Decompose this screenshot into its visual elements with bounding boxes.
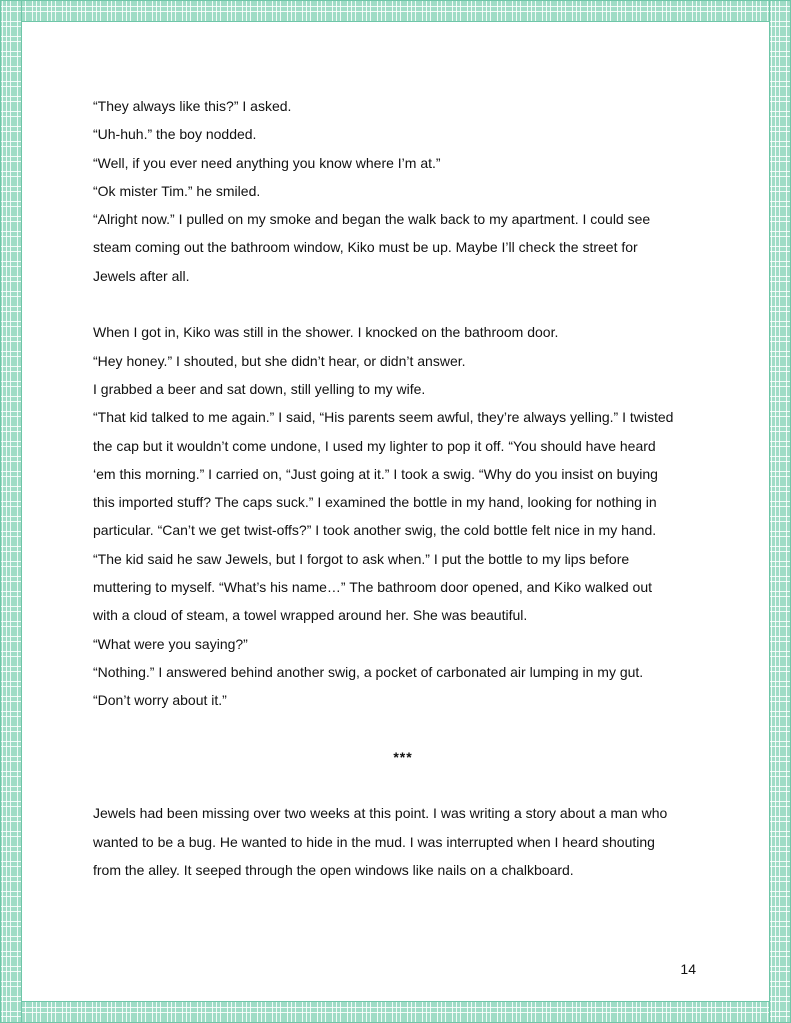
paragraph-gap [93, 715, 713, 743]
text-line: “Ok mister Tim.” he smiled. [93, 182, 261, 199]
text-line: “Uh-huh.” the boy nodded. [93, 126, 257, 143]
text-line: “Well, if you ever need anything you know where I’m at.” [93, 154, 441, 171]
text-line: When I got in, Kiko was still in the shower. I knocked on the bathroom door. [93, 324, 559, 341]
text-line: particular. “Can’t we get twist-offs?” I took another swig, the cold bottle felt nice in my hand. [93, 522, 657, 539]
text-line: “The kid said he saw Jewels, but I forgot to ask when.” I put the bottle to my lips before [93, 550, 630, 567]
text-line: “What were you saying?” [93, 635, 248, 652]
text-line: steam coming out the bathroom window, Kiko must be up. Maybe I’ll check the street for [93, 239, 638, 256]
section-separator: *** [393, 748, 413, 765]
text-line: “They always like this?” I asked. [93, 98, 292, 114]
paragraph-gap [93, 290, 713, 318]
page-body [93, 92, 713, 884]
text-line: “Hey honey.” I shouted, but she didn’t hear, or didn’t answer. [93, 352, 466, 369]
decorative-border-left [0, 0, 22, 1023]
paragraph-block-2 [93, 318, 713, 714]
decorative-border-top [0, 0, 791, 22]
text-line: Jewels after all. [93, 267, 190, 284]
text-line: this imported stuff? The caps suck.” I examined the bottle in my hand, looking for nothing in [93, 494, 657, 511]
paragraph-block-3 [93, 799, 713, 884]
text-line: with a cloud of steam, a towel wrapped around her. She was beautiful. [93, 607, 528, 624]
text-line: Jewels had been missing over two weeks at this point. I was writing a story about a man who [93, 805, 668, 822]
text-line: from the alley. It seeped through the open windows like nails on a chalkboard. [93, 862, 574, 879]
decorative-border-right [769, 0, 791, 1023]
text-line: muttering to myself. “What’s his name…” The bathroom door opened, and Kiko walked out [93, 579, 652, 596]
text-line: “Nothing.” I answered behind another swig, a pocket of carbonated air lumping in my gut. [93, 663, 644, 680]
text-line: “That kid talked to me again.” I said, “His parents seem awful, they’re always yelling.” I twisted [93, 409, 674, 426]
paragraph-gap [93, 771, 713, 799]
text-line: wanted to be a bug. He wanted to hide in the mud. I was interrupted when I heard shouting [93, 833, 655, 850]
decorative-border-bottom [0, 1001, 791, 1023]
text-line: ‘em this morning.” I carried on, “Just going at it.” I took a swig. “Why do you insist on buying [93, 465, 658, 482]
text-line: the cap but it wouldn’t come undone, I used my lighter to pop it off. “You should have heard [93, 437, 656, 454]
text-line: I grabbed a beer and sat down, still yelling to my wife. [93, 380, 426, 397]
text-line: “Don’t worry about it.” [93, 692, 227, 709]
paragraph-block-1 [93, 92, 713, 290]
text-line: “Alright now.” I pulled on my smoke and began the walk back to my apartment. I could see [93, 211, 651, 228]
page-number: 14 [680, 961, 696, 977]
